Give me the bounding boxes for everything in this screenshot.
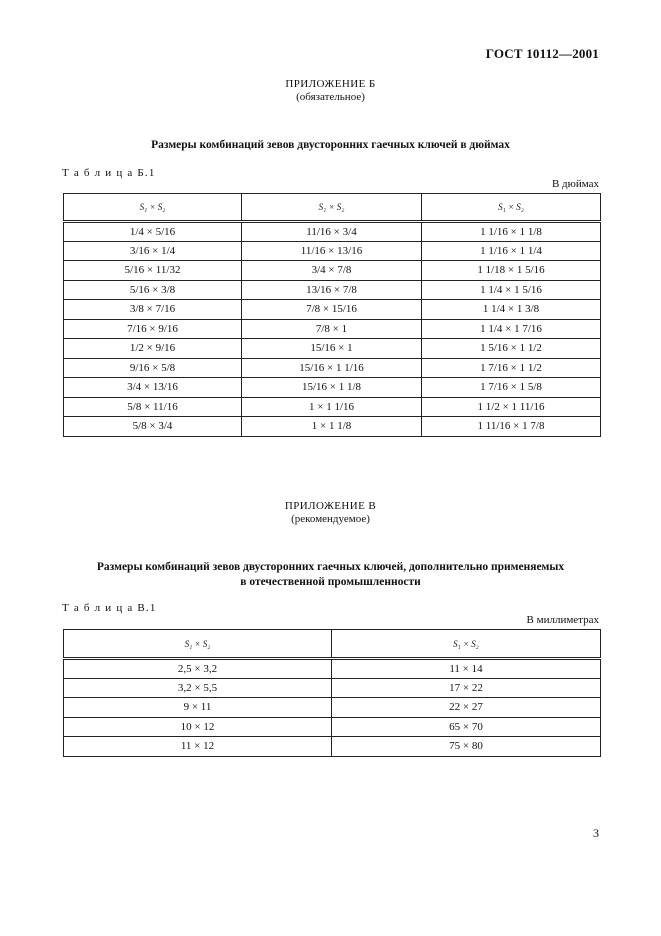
- table-v1-units: В миллиметрах: [526, 614, 599, 626]
- table-cell: 1/2 × 9/16: [64, 339, 242, 359]
- table-cell: 3/4 × 7/8: [242, 261, 422, 281]
- page-number: 3: [593, 826, 599, 840]
- table-row: [64, 300, 601, 320]
- table-cell: 65 × 70: [332, 717, 601, 737]
- table-header-row: [64, 630, 601, 659]
- table-cell: 7/16 × 9/16: [64, 319, 242, 339]
- table-row: [64, 378, 601, 398]
- table-row: [64, 222, 601, 242]
- table-row: [64, 358, 601, 378]
- appendix-v-title: ПРИЛОЖЕНИЕ В: [284, 500, 377, 512]
- table-cell: 1 7/16 × 1 1/2: [422, 358, 601, 378]
- table-row: [64, 717, 601, 737]
- table-b1-units: В дюймах: [551, 178, 599, 190]
- table-cell: 1 1/16 × 1 1/4: [422, 241, 601, 261]
- table-cell: 3/4 × 13/16: [64, 378, 242, 398]
- table-cell: 3/8 × 7/16: [64, 300, 242, 320]
- table-cell: 10 × 12: [64, 717, 332, 737]
- appendix-b-title: ПРИЛОЖЕНИЕ Б: [285, 78, 376, 90]
- column-header: S₁ × S₂: [64, 194, 242, 222]
- table-cell: 3/16 × 1/4: [64, 241, 242, 261]
- table-cell: 1 1/4 × 1 5/16: [422, 280, 601, 300]
- table-cell: 22 × 27: [332, 698, 601, 718]
- column-header: S₁ × S₂: [242, 194, 422, 222]
- appendix-v-subtitle: (рекомендуемое): [291, 513, 370, 525]
- table-row: [64, 339, 601, 359]
- appendix-v-heading-line2: в отечественной промышленности: [240, 576, 421, 588]
- table-cell: 11/16 × 13/16: [242, 241, 422, 261]
- table-cell: 5/16 × 3/8: [64, 280, 242, 300]
- table-cell: 17 × 22: [332, 678, 601, 698]
- table-cell: 1 1/2 × 1 11/16: [422, 397, 601, 417]
- table-cell: 1 × 1 1/16: [242, 397, 422, 417]
- table-v1: [63, 629, 601, 757]
- table-row: [64, 280, 601, 300]
- table-row: [64, 319, 601, 339]
- table-cell: 9/16 × 5/8: [64, 358, 242, 378]
- table-cell: 7/8 × 1: [242, 319, 422, 339]
- table-cell: 11/16 × 3/4: [242, 222, 422, 242]
- table-cell: 1 5/16 × 1 1/2: [422, 339, 601, 359]
- table-cell: 11 × 14: [332, 659, 601, 679]
- table-cell: 1 7/16 × 1 5/8: [422, 378, 601, 398]
- table-v1-label: Т а б л и ц а В.1: [62, 602, 157, 614]
- table-cell: 1/4 × 5/16: [64, 222, 242, 242]
- table-b1: [63, 193, 601, 437]
- appendix-b-subtitle: (обязательное): [296, 91, 365, 103]
- table-cell: 15/16 × 1 1/16: [242, 358, 422, 378]
- document-code: ГОСТ 10112—2001: [485, 46, 599, 61]
- table-b1-label: Т а б л и ц а Б.1: [62, 167, 156, 179]
- table-cell: 75 × 80: [332, 737, 601, 757]
- table-cell: 1 1/16 × 1 1/8: [422, 222, 601, 242]
- table-cell: 1 11/16 × 1 7/8: [422, 417, 601, 437]
- appendix-v-heading-line1: Размеры комбинаций зевов двусторонних гаечных ключей, дополнительно применяемых: [96, 561, 565, 573]
- table-cell: 1 1/4 × 1 7/16: [422, 319, 601, 339]
- table-row: [64, 737, 601, 757]
- table-cell: 13/16 × 7/8: [242, 280, 422, 300]
- table-cell: 7/8 × 15/16: [242, 300, 422, 320]
- table-cell: 5/16 × 11/32: [64, 261, 242, 281]
- table-header-row: [64, 194, 601, 222]
- table-cell: 5/8 × 11/16: [64, 397, 242, 417]
- table-row: [64, 659, 601, 679]
- table-row: [64, 698, 601, 718]
- table-cell: 1 1/18 × 1 5/16: [422, 261, 601, 281]
- table-cell: 1 1/4 × 1 3/8: [422, 300, 601, 320]
- table-row: [64, 678, 601, 698]
- table-cell: 3,2 × 5,5: [64, 678, 332, 698]
- table-cell: 9 × 11: [64, 698, 332, 718]
- appendix-b-heading: Размеры комбинаций зевов двусторонних гаечных ключей в дюймах: [151, 139, 510, 151]
- table-cell: 15/16 × 1: [242, 339, 422, 359]
- table-cell: 1 × 1 1/8: [242, 417, 422, 437]
- table-cell: 5/8 × 3/4: [64, 417, 242, 437]
- column-header: S₁ × S₂: [332, 630, 601, 659]
- column-header: S₁ × S₂: [422, 194, 601, 222]
- table-cell: 11 × 12: [64, 737, 332, 757]
- table-row: [64, 417, 601, 437]
- table-row: [64, 261, 601, 281]
- table-row: [64, 241, 601, 261]
- table-cell: 15/16 × 1 1/8: [242, 378, 422, 398]
- table-cell: 2,5 × 3,2: [64, 659, 332, 679]
- column-header: S₁ × S₂: [64, 630, 332, 659]
- table-row: [64, 397, 601, 417]
